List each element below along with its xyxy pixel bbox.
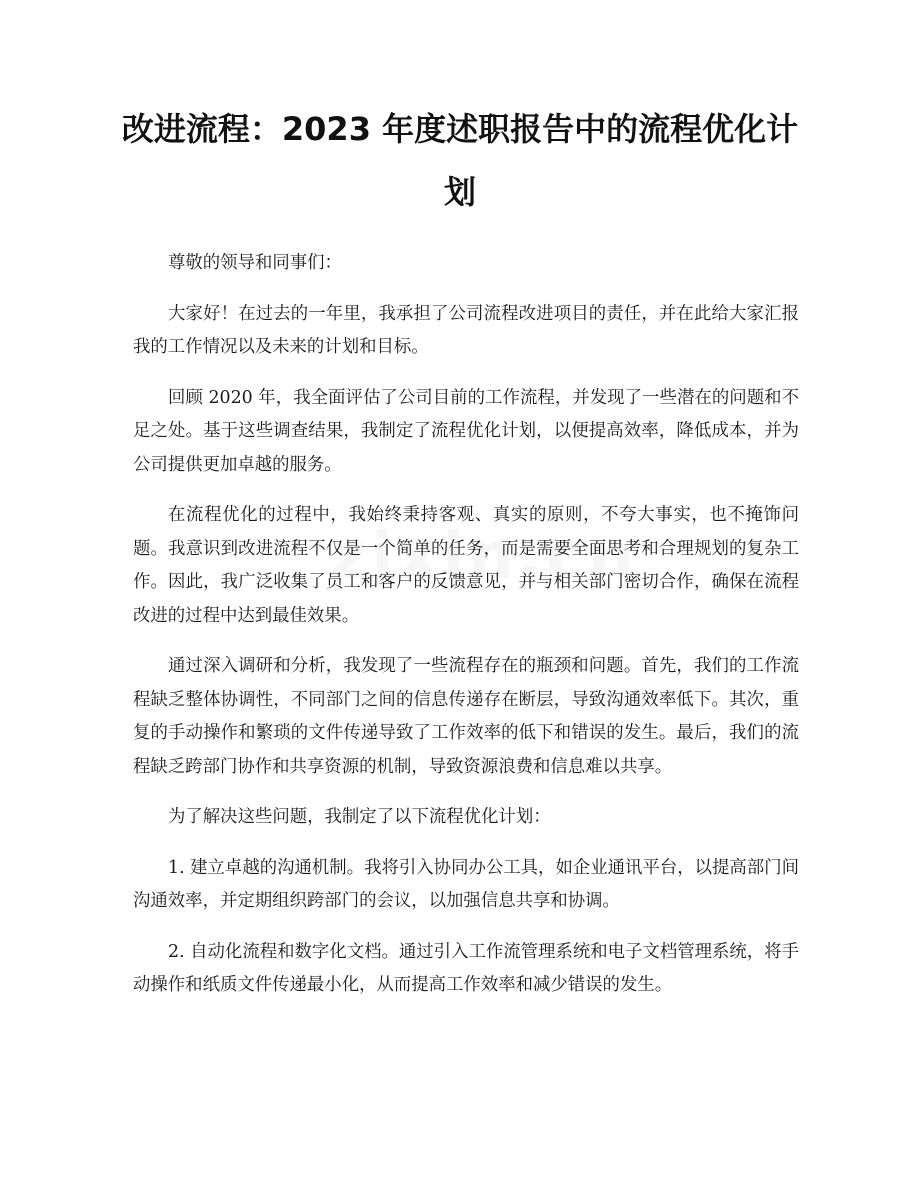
- paragraph-review: 回顾 2020 年，我全面评估了公司目前的工作流程，并发现了一些潜在的问题和不足之处。基于这些调查结果，我制定了流程优化计划，以便提高效率，降低成本，并为公司提供更加卓越的服务。: [133, 387, 799, 475]
- document-title: 改进流程：2023 年度述职报告中的流程优化计划: [121, 110, 799, 211]
- plan-item-2: 2. 自动化流程和数字化文档。通过引入工作流管理系统和电子文档管理系统，将手动操作和纸质文件传递最小化，从而提高工作效率和减少错误的发生。: [133, 941, 799, 995]
- document-body: [133, 247, 799, 1020]
- salutation: 尊敬的领导和同事们：: [168, 253, 342, 273]
- paragraph-principles: 在流程优化的过程中，我始终秉持客观、真实的原则，不夸大事实，也不掩饰问题。我意识到改进流程不仅是一个简单的任务，而是需要全面思考和合理规划的复杂工作。因此，我广泛收集了员工和客户的反馈意见，并与相关部门密切合作，确保在流程改进的过程中达到最佳效果。: [133, 505, 799, 626]
- paragraph-plan-intro: 为了解决这些问题，我制定了以下流程优化计划：: [168, 807, 551, 827]
- plan-item-1: 1. 建立卓越的沟通机制。我将引入协同办公工具，如企业通讯平台，以提高部门间沟通效率，并定期组织跨部门的会议，以加强信息共享和协调。: [133, 857, 799, 911]
- paragraph-problems: 通过深入调研和分析，我发现了一些流程存在的瓶颈和问题。首先，我们的工作流程缺乏整体协调性，不同部门之间的信息传递存在断层，导致沟通效率低下。其次，重复的手动操作和繁琐的文件传递导致了工作效率的低下和错误的发生。最后，我们的流程缺乏跨部门协作和共享资源的机制，导致资源浪费和信息难以共享。: [133, 656, 799, 777]
- paragraph-greeting: 大家好！在过去的一年里，我承担了公司流程改进项目的责任，并在此给大家汇报我的工作情况以及未来的计划和目标。: [133, 303, 799, 357]
